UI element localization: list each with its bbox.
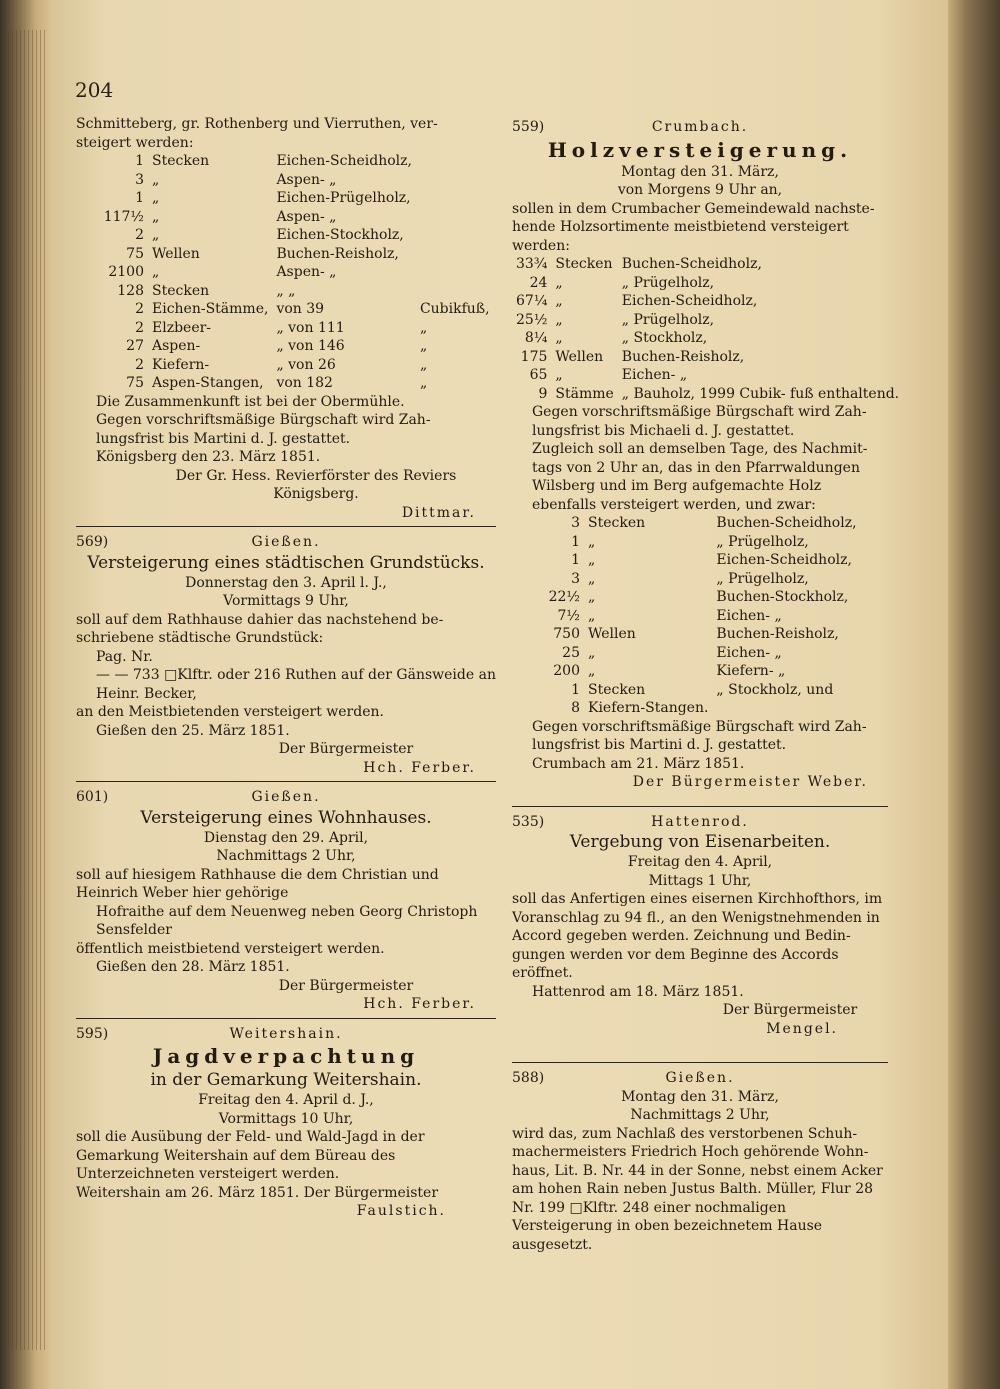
item-qty: 75 — [126, 375, 144, 391]
list-item — [512, 551, 861, 570]
notice-body: soll die Ausübung der Feld- und Wald-Jagd in der Gemarkung Weitershain auf dem Büreau des Unterzeichneten versteigert werden. — [76, 1129, 425, 1182]
notice-number: 559) — [512, 119, 545, 135]
signer: Der Bürgermeister Weber. — [632, 774, 868, 790]
notice-body: soll auf hiesigem Rathhause die dem Christian und Heinrich Weber hier gehörige — [76, 866, 439, 901]
list-item — [512, 366, 903, 385]
notice-place: Hattenrod. — [651, 813, 749, 830]
notice-title: Versteigerung eines Wohnhauses. — [140, 807, 432, 828]
item-desc: „ von 146 — [276, 338, 345, 354]
item-desc: Buchen-Scheidholz, — [716, 515, 857, 531]
list-item — [512, 311, 903, 330]
notice-place: Gießen. — [665, 1070, 735, 1086]
item-unit: „ — [152, 264, 160, 280]
item-desc: „ von 26 — [276, 356, 336, 373]
divider — [76, 526, 496, 527]
notice-place: Gießen. — [251, 534, 321, 550]
notice-535 — [512, 813, 888, 1039]
item-desc: Eichen- „ — [716, 644, 782, 661]
notice-title: Jagdverpachtung — [152, 1044, 420, 1068]
item-qty: 1 — [135, 190, 144, 206]
item-qty: 33¾ — [516, 256, 548, 272]
item-unit: „ — [152, 227, 160, 243]
item-qty: 200 — [553, 663, 580, 679]
list-item — [512, 255, 903, 274]
list-item — [512, 514, 861, 533]
item-qty: 175 — [520, 348, 548, 365]
notice-body: sollen in dem Crumbacher Gemeindewald nachste- hende Holzsortimente meistbietend versteigert werden: — [512, 200, 875, 254]
item-unit: „ — [555, 274, 563, 291]
signer-name: Hch. Ferber. — [363, 996, 476, 1012]
list-item — [76, 171, 494, 190]
item-desc: Buchen-Reisholz, — [621, 348, 745, 365]
notice-day: Donnerstag den 3. April l. J., — [185, 574, 387, 591]
item-qty: 750 — [553, 626, 580, 642]
notice-body: soll auf dem Rathhause dahier das nachstehend be- schriebene städtische Grundstück: — [76, 611, 444, 646]
notice-title: Versteigerung eines städtischen Grundstücks. — [87, 552, 485, 573]
item-unit: Stecken — [588, 515, 646, 531]
wood-list — [512, 255, 903, 403]
item-qty: 25 — [562, 644, 580, 661]
item-desc: Eichen- „ — [621, 367, 688, 383]
notice-time: Nachmittags 2 Uhr, — [216, 848, 356, 864]
item-desc: „ von 111 — [276, 319, 345, 336]
notice-time: Vormittags 9 Uhr, — [223, 593, 349, 609]
item-extra — [416, 208, 494, 227]
notice-number: 535) — [512, 813, 545, 830]
list-item — [512, 570, 861, 589]
item-unit: Elzbeer- — [152, 319, 212, 336]
item-extra — [416, 263, 494, 282]
item-unit: „ — [588, 663, 596, 679]
item-unit: „ — [152, 190, 160, 206]
item-qty: 1 — [571, 552, 580, 568]
wood-list-2 — [512, 514, 861, 718]
item-qty: 22½ — [548, 589, 580, 605]
item-qty: 7½ — [557, 607, 580, 624]
item-extra: Cubikfuß, — [419, 301, 490, 317]
item-qty: 65 — [529, 367, 548, 383]
list-item — [512, 533, 861, 552]
item-desc: Aspen- „ — [276, 264, 337, 280]
notice-date-signer: Weitershain am 26. März 1851. Der Bürgermeister — [76, 1184, 439, 1201]
signer-name: Dittmar. — [401, 504, 476, 521]
book-edge — [0, 0, 52, 1389]
wood-list — [76, 152, 494, 393]
notice-subtitle: in der Gemarkung Weitershain. — [150, 1070, 422, 1090]
notice-number: 588) — [512, 1070, 545, 1086]
notice-body2: an den Meistbietenden versteigert werden. — [76, 704, 384, 720]
item-desc: „ Prügelholz, — [621, 311, 715, 328]
item-unit: „ — [555, 311, 563, 328]
notice-day: Montag den 31. März, — [621, 163, 779, 180]
notice-cols: Pag. Nr. — [96, 648, 153, 665]
item-unit: „ — [588, 644, 596, 661]
item-unit: Wellen — [152, 245, 200, 262]
signer-name: Hch. Ferber. — [363, 759, 476, 776]
notice-item: — — 733 □Klftr. oder 216 Ruthen auf der Gänsweide an Heinr. Becker, — [96, 667, 496, 702]
notice-number: 569) — [76, 534, 109, 550]
list-item — [76, 189, 494, 208]
item-qty: 3 — [571, 570, 580, 587]
item-qty: 1 — [571, 533, 580, 550]
page-number: 204 — [75, 78, 114, 102]
signer-title: Der Gr. Hess. Revierförster des Reviers Königsberg. — [175, 467, 457, 502]
item-extra: „ — [419, 338, 428, 354]
notice-559 — [512, 118, 900, 792]
notice-body: wird das, zum Nachlaß des verstorbenen Schuh- machermeisters Friedrich Hoch gehörende Wohn- haus, Lit. B. Nr. 44 in der Sonne, nebst einem Acker am hohen Rain neben Justus Balth. Müller, Flur 28 Nr. 199 □Klftr. 248 einer nochmaligen Versteigerung in oben bezeichnetem Hause ausgesetzt. — [512, 1125, 883, 1253]
list-item — [512, 662, 861, 681]
list-item — [512, 588, 861, 607]
list-item — [512, 385, 903, 404]
divider — [76, 1018, 496, 1019]
page-edges — [8, 30, 48, 1350]
list-item — [76, 208, 494, 227]
list-item — [76, 319, 494, 338]
item-extra — [416, 189, 494, 208]
notice-number: 601) — [76, 789, 109, 805]
item-unit: „ — [588, 533, 596, 550]
notice-day: Freitag den 4. April, — [627, 854, 773, 870]
item-qty: 2 — [135, 301, 144, 317]
item-qty: 3 — [571, 515, 580, 531]
item-extra — [416, 245, 494, 264]
notice-601 — [76, 788, 496, 1014]
left-column — [76, 115, 496, 1221]
item-unit: Kiefern- — [152, 356, 210, 373]
item-extra — [416, 171, 494, 190]
notice-title: Vergebung von Eisenarbeiten. — [569, 832, 831, 852]
notice-date: Gießen den 25. März 1851. — [96, 722, 290, 739]
notice-place: Gießen. — [251, 789, 321, 805]
signer-title: Der Bürgermeister — [278, 741, 414, 757]
divider — [512, 1062, 888, 1063]
item-desc: Eichen- „ — [716, 607, 782, 624]
item-desc: „ „ — [276, 282, 296, 299]
item-qty: 2100 — [108, 264, 144, 280]
list-item — [76, 282, 494, 301]
item-qty: 128 — [117, 282, 144, 299]
item-desc: Buchen-Stockholz, — [716, 589, 849, 605]
item-unit: Wellen — [555, 348, 604, 365]
item-qty: 3 — [135, 171, 144, 188]
item-desc: Kiefern- „ — [716, 663, 786, 679]
item-qty: 24 — [529, 274, 548, 291]
signer-name: Faulstich. — [356, 1203, 446, 1219]
signer-title: Der Bürgermeister — [722, 1002, 858, 1018]
signer-title: Der Bürgermeister — [278, 977, 414, 994]
notice-continuation — [76, 115, 496, 522]
list-item — [76, 152, 494, 171]
notice-date: Königsberg den 23. März 1851. — [96, 449, 321, 465]
item-extra: „ — [419, 375, 428, 391]
list-item — [512, 607, 861, 626]
signer-name: Mengel. — [766, 1020, 838, 1037]
item-unit: „ — [152, 208, 160, 225]
item-desc: „ Prügelholz, — [716, 533, 809, 550]
item-unit: Aspen-Stangen, — [152, 375, 264, 391]
item-unit: „ — [588, 552, 596, 568]
notice-595 — [76, 1025, 496, 1221]
notice-date: Gießen den 28. März 1851. — [96, 959, 290, 975]
notice-time: von Morgens 9 Uhr an, — [617, 182, 783, 198]
notice-date: Crumbach am 21. März 1851. — [532, 755, 745, 772]
notice-body2: öffentlich meistbietend versteigert werden. — [76, 940, 385, 957]
item-qty: 8¼ — [524, 330, 548, 346]
right-column — [512, 118, 900, 1254]
item-extra: „ — [419, 356, 428, 373]
item-desc — [712, 699, 860, 718]
payment-terms: Gegen vorschriftsmäßige Bürgschaft wird Zah- lungsfrist bis Martini d. J. gestattet. — [96, 412, 431, 447]
list-item — [512, 329, 903, 348]
item-qty: 1 — [571, 681, 580, 698]
notice-place: Weitershain. — [229, 1025, 343, 1042]
item-unit: Stecken — [152, 282, 210, 299]
list-item — [512, 644, 861, 663]
item-desc: „ Prügelholz, — [621, 274, 715, 291]
list-item — [512, 625, 861, 644]
divider — [76, 781, 496, 782]
meeting-note: Die Zusammenkunft ist bei der Obermühle. — [96, 393, 405, 410]
item-extra: „ — [419, 319, 428, 336]
notice-title: Holzversteigerung. — [547, 137, 853, 162]
item-desc: „ Stockholz, — [621, 330, 708, 346]
item-unit: „ — [555, 330, 563, 346]
notice-day: Freitag den 4. April d. J., — [198, 1092, 374, 1108]
list-item — [76, 263, 494, 282]
item-extra — [416, 282, 494, 301]
item-qty: 67¼ — [516, 293, 548, 309]
item-qty: 2 — [135, 227, 144, 243]
item-qty: 2 — [135, 319, 144, 336]
list-item — [512, 681, 861, 700]
item-qty: 9 — [538, 385, 548, 402]
item-unit: Wellen — [588, 626, 636, 642]
item-desc: von 39 — [276, 301, 325, 317]
item-qty: 25½ — [516, 311, 548, 328]
notice-place: Crumbach. — [651, 119, 749, 135]
item-desc: Buchen-Scheidholz, — [621, 256, 762, 272]
book-gutter — [948, 0, 1000, 1389]
notice-day: Montag den 31. März, — [621, 1088, 779, 1105]
item-qty: 8 — [571, 700, 580, 716]
additional-sale: Zugleich soll an demselben Tage, des Nachmit- tags von 2 Uhr an, das in den Pfarrwaldungen Wilsberg und im Berg aufgemachte Holz ebenfalls versteigert werden, und zwar: — [532, 441, 868, 513]
item-unit: „ — [588, 589, 596, 605]
item-unit: „ — [555, 293, 563, 309]
notice-item: Hofraithe auf dem Neuenweg neben Georg Christoph Sensfelder — [96, 903, 478, 938]
notice-body: soll das Anfertigen eines eisernen Kirchhofthors, im Voranschlag zu 94 fl., an den Wenigstnehmenden in Accord gegeben werden. Zeichnung und Bedin- gungen werden vor dem Beginne des Accords eröffnet. — [512, 891, 883, 981]
list-item — [76, 245, 494, 264]
list-item — [76, 337, 494, 356]
item-desc: Aspen- „ — [276, 208, 337, 225]
item-unit: „ — [588, 607, 596, 624]
notice-588 — [512, 1069, 888, 1254]
item-desc: von 182 — [276, 375, 333, 391]
item-unit: „ — [152, 171, 160, 188]
item-extra — [416, 152, 494, 171]
item-desc: Buchen-Reisholz, — [276, 245, 399, 262]
notice-569 — [76, 533, 496, 777]
item-unit: „ — [588, 570, 596, 587]
item-desc: Eichen-Scheidholz, — [276, 153, 412, 169]
notice-date: Hattenrod am 18. März 1851. — [532, 983, 744, 1000]
item-desc: „ Stockholz, und — [716, 681, 834, 698]
item-desc: Eichen-Stockholz, — [276, 227, 404, 243]
item-extra — [416, 226, 494, 245]
item-unit: Stecken — [588, 681, 646, 698]
item-qty: 1 — [135, 153, 144, 169]
item-desc: „ Prügelholz, — [716, 570, 809, 587]
item-qty: 2 — [135, 356, 144, 373]
list-item — [76, 226, 494, 245]
list-item — [512, 699, 861, 718]
list-item — [512, 292, 903, 311]
notice-day: Dienstag den 29. April, — [203, 829, 369, 846]
item-qty: 75 — [126, 245, 144, 262]
item-unit: Eichen-Stämme, — [152, 301, 269, 317]
item-unit: Stecken — [555, 256, 613, 272]
item-desc: Buchen-Reisholz, — [716, 626, 839, 642]
divider — [512, 806, 888, 807]
item-unit: Stecken — [152, 153, 210, 169]
payment-terms-2: Gegen vorschriftsmäßige Bürgschaft wird Zah- lungsfrist bis Martini d. J. gestattet. — [532, 718, 867, 753]
item-desc: Aspen- „ — [276, 171, 337, 188]
item-qty: 117½ — [103, 208, 144, 225]
item-unit: Kiefern-Stangen. — [588, 700, 709, 716]
payment-terms: Gegen vorschriftsmäßige Bürgschaft wird Zah- lungsfrist bis Michaeli d. J. gestattet. — [532, 404, 867, 439]
list-item — [76, 374, 494, 393]
item-desc: Eichen-Prügelholz, — [276, 190, 411, 206]
item-unit: Aspen- — [152, 338, 201, 354]
list-item — [512, 274, 903, 293]
continuation-intro: Schmitteberg, gr. Rothenberg und Vierruthen, ver- steigert werden: — [76, 116, 438, 151]
item-unit: Stämme — [555, 385, 614, 402]
list-item — [76, 356, 494, 375]
item-desc: „ Bauholz, 1999 Cubik- fuß enthaltend. — [621, 385, 900, 402]
item-unit: „ — [555, 367, 563, 383]
list-item — [512, 348, 903, 367]
item-desc: Eichen-Scheidholz, — [621, 293, 758, 309]
notice-time: Mittags 1 Uhr, — [648, 872, 752, 889]
item-qty: 27 — [126, 338, 144, 354]
notice-time: Nachmittags 2 Uhr, — [630, 1107, 770, 1123]
item-desc: Eichen-Scheidholz, — [716, 552, 852, 568]
notice-number: 595) — [76, 1025, 109, 1042]
notice-time: Vormittags 10 Uhr, — [218, 1110, 354, 1127]
list-item — [76, 300, 494, 319]
